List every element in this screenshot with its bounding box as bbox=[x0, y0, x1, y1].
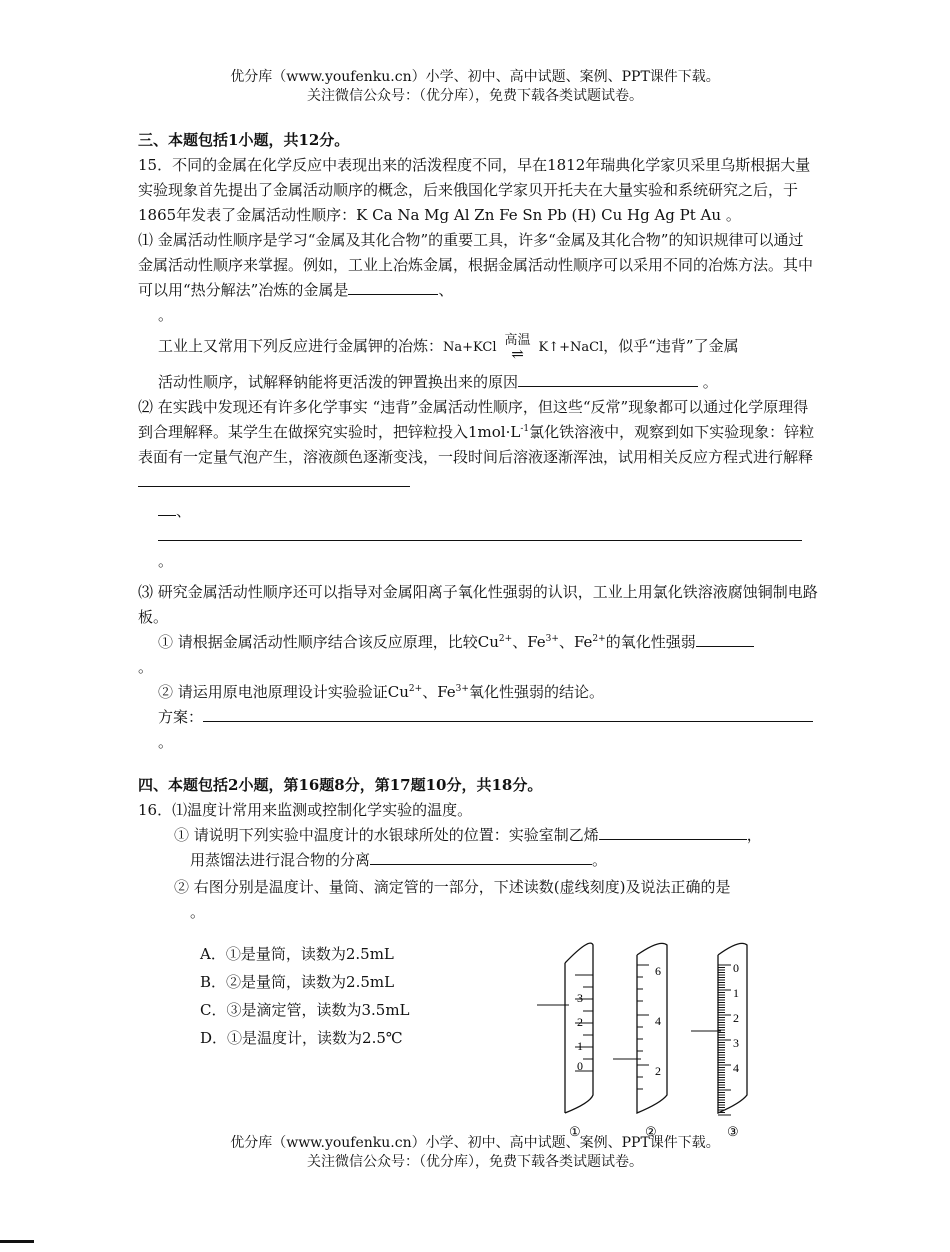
period: 。 bbox=[702, 373, 718, 391]
separator: 、 bbox=[438, 281, 454, 299]
reactants: Na+KCl bbox=[443, 340, 497, 355]
answer-blank[interactable] bbox=[599, 823, 747, 840]
q15-part-2-end: 。 bbox=[158, 552, 174, 570]
item-1-text: ① 请根据金属活动性顺序结合该反应原理，比较Cu bbox=[158, 633, 499, 651]
q16-options bbox=[200, 940, 410, 1052]
question-15-intro bbox=[138, 153, 818, 228]
reversible-arrow bbox=[497, 333, 539, 363]
header-line-2: 关注微信公众号：（优分库），免费下载各类试题试卷。 bbox=[307, 88, 643, 104]
potassium-question-text: 活动性顺序，试解释钠能将更活泼的钾置换出来的原因 bbox=[158, 373, 519, 391]
tube-1-label: 1 bbox=[577, 1039, 583, 1053]
q15-part-3: ⑶ 研究金属活动性顺序还可以指导对金属阳离子氧化性强弱的认识，工业上用氯化铁溶液腐蚀铜制电路板。 bbox=[138, 583, 818, 626]
tube-1-caption: ① bbox=[569, 1124, 581, 1139]
page-corner-mark bbox=[0, 1240, 34, 1243]
reaction-condition: 高温 bbox=[504, 333, 531, 348]
tube-3-label: 1 bbox=[733, 986, 739, 1000]
tube-1-label: 0 bbox=[577, 1059, 583, 1073]
charge: 2+ bbox=[592, 634, 606, 644]
charge: 2+ bbox=[498, 634, 513, 644]
tube-2-outline bbox=[637, 943, 667, 1113]
item-1-text: 、Fe bbox=[558, 633, 593, 651]
item-2-text: ② 请运用原电池原理设计实验验证Cu bbox=[158, 683, 409, 701]
q15-part-1-end: 。 bbox=[158, 306, 174, 324]
q16-item-2: ② 右图分别是温度计、量筒、滴定管的一部分，下述读数(虚线刻度)及说法正确的是 bbox=[174, 878, 731, 896]
q15-part-2 bbox=[138, 395, 818, 495]
page-footer bbox=[0, 1134, 950, 1172]
period: 。 bbox=[158, 733, 174, 751]
tube-1 bbox=[537, 943, 593, 1113]
exam-content bbox=[138, 128, 818, 925]
tube-2-label: 6 bbox=[655, 964, 661, 978]
answer-blank[interactable] bbox=[518, 370, 698, 387]
tube-3-label: 3 bbox=[733, 1036, 739, 1050]
q15-part-2-text: ⑵ 在实践中发现还有许多化学事实 “违背”金属活动性顺序，但这些“反常”现象都可以通过化学原理得到合理解释。某学生在做探究实验时，把锌粒投入1mol·L bbox=[138, 398, 809, 441]
tube-3-label: 0 bbox=[733, 961, 739, 975]
page-header bbox=[0, 68, 950, 106]
q16-item-2-end: 。 bbox=[190, 903, 206, 921]
q15-part-1-text: ⑴ 金属活动性顺序是学习“金属及其化合物”的重要工具，许多“金属及其化合物”的知识规律可以通过金属活动性顺序来掌握。例如，工业上冶炼金属，根据金属活动性顺序可以采用不同的冶炼方法。其中可以用“热分解法”冶炼的金属是 bbox=[138, 231, 814, 299]
footer-line-2: 关注微信公众号：（优分库），免费下载各类试题试卷。 bbox=[307, 1154, 643, 1170]
reaction-comment: ，似乎“违背”了金属 bbox=[603, 337, 739, 355]
option-b[interactable]: B．②是量筒，读数为2.5mL bbox=[200, 973, 395, 991]
separator: 、 bbox=[176, 502, 192, 520]
potassium-reaction-line bbox=[138, 333, 818, 363]
charge: 3+ bbox=[455, 684, 469, 694]
reaction-intro: 工业上又常用下列反应进行金属钾的冶炼： bbox=[158, 337, 444, 355]
tube-1-label: 3 bbox=[577, 991, 583, 1005]
tube-3-label: 2 bbox=[733, 1011, 739, 1025]
q15-part-2-blank-row bbox=[138, 499, 818, 524]
answer-blank[interactable] bbox=[138, 470, 410, 487]
tube-2-caption: ② bbox=[645, 1124, 657, 1139]
footer-line-1: 优分库（www.youfenku.cn）小学、初中、高中试题、案例、PPT课件下载。 bbox=[230, 1135, 720, 1151]
potassium-question bbox=[138, 370, 818, 395]
q16-item-1-cont bbox=[138, 848, 818, 873]
separator: ， bbox=[746, 826, 762, 844]
answer-blank[interactable] bbox=[158, 499, 176, 516]
plan-row bbox=[138, 705, 818, 755]
q15-part-3-item-2 bbox=[138, 680, 818, 705]
item-2-text: 氧化性强弱的结论。 bbox=[468, 683, 604, 701]
question-16-intro: 16．⑴温度计常用来监测或控制化学实验的温度。 bbox=[138, 801, 473, 819]
q16-item-1-text-cont: 用蒸馏法进行混合物的分离 bbox=[190, 851, 371, 869]
q15-part-3-item-1-end: 。 bbox=[138, 658, 154, 676]
tube-2-label: 2 bbox=[655, 1064, 661, 1078]
header-line-1: 优分库（www.youfenku.cn）小学、初中、高中试题、案例、PPT课件下载。 bbox=[230, 69, 720, 85]
equilibrium-arrow-icon: ⇌ bbox=[511, 345, 524, 363]
plan-answer-blank[interactable] bbox=[203, 705, 813, 722]
plan-label: 方案： bbox=[158, 708, 204, 726]
tube-2-label: 4 bbox=[655, 1014, 661, 1028]
section-4-title: 四、本题包括2小题，第16题8分，第17题10分，共18分。 bbox=[138, 776, 543, 794]
q16-item-1 bbox=[138, 823, 818, 848]
item-2-text: 、Fe bbox=[422, 683, 456, 701]
tube-1-label: 2 bbox=[577, 1015, 583, 1029]
q15-part-3-item-1 bbox=[138, 630, 818, 655]
charge: 2+ bbox=[408, 684, 423, 694]
option-a[interactable]: A．①是量筒，读数为2.5mL bbox=[200, 945, 394, 963]
measuring-instruments-figure bbox=[535, 935, 775, 1140]
tube-3-label: 4 bbox=[733, 1061, 739, 1075]
q15-part-2-long-blank bbox=[138, 524, 818, 549]
superscript: -1 bbox=[520, 424, 530, 434]
q15-part-2-text-cont: 氯化铁溶液中，观察到如下实验现象：锌粒表面有一定量气泡产生，溶液颜色逐渐变浅，一段时间后溶液逐渐浑浊，试用相关反应方程式进行解释 bbox=[138, 423, 815, 466]
answer-blank[interactable] bbox=[348, 278, 438, 295]
period: 。 bbox=[592, 851, 608, 869]
products: K↑+NaCl bbox=[538, 340, 604, 355]
item-1-text: 的氧化性强弱 bbox=[605, 633, 696, 651]
question-15-text: 15．不同的金属在化学反应中表现出来的活泼程度不同，早在1812年瑞典化学家贝采里乌斯根据大量实验现象首先提出了金属活动顺序的概念，后来俄国化学家贝开托夫在大量实验和系统研究之后，于1865年发表了金属活动性顺序：K Ca Na Mg Al Zn Fe Sn Pb (H) Cu Hg Ag Pt Au 。 bbox=[138, 156, 811, 224]
charge: 3+ bbox=[545, 634, 559, 644]
section-3-title: 三、本题包括1小题，共12分。 bbox=[138, 131, 350, 149]
tube-3-caption: ③ bbox=[727, 1124, 739, 1139]
option-d[interactable]: D．①是温度计，读数为2.5℃ bbox=[200, 1029, 403, 1047]
answer-blank[interactable] bbox=[370, 848, 592, 865]
q16-item-1-text: ① 请说明下列实验中温度计的水银球所处的位置：实验室制乙烯 bbox=[174, 826, 599, 844]
tube-3-ticks bbox=[718, 965, 731, 1115]
answer-blank[interactable] bbox=[696, 630, 754, 647]
q15-part-1 bbox=[138, 228, 818, 303]
answer-blank[interactable] bbox=[158, 524, 802, 541]
option-c[interactable]: C．③是滴定管，读数为3.5mL bbox=[200, 1001, 410, 1019]
item-1-text: 、Fe bbox=[512, 633, 546, 651]
